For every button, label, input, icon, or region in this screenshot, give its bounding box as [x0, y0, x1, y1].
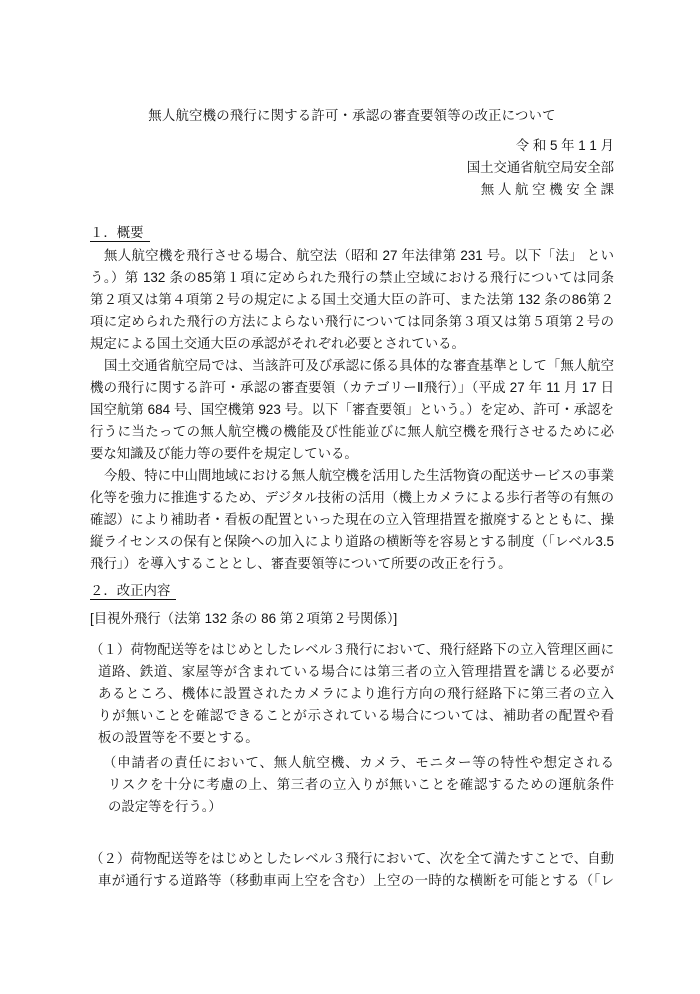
overview-paragraph-1 — [90, 245, 614, 355]
overview-paragraph-2 — [90, 355, 614, 465]
text-line: 確認）により補助者・看板の配置といった現在の立入管理措置を撤廃するとともに、操 — [90, 512, 614, 527]
text-line: りが無いことを確認できることが示されている場合については、補助者の配置や看 — [98, 708, 614, 723]
text-line: あるところ、機体に設置されたカメラにより進行方向の飛行経路下に第三者の立入 — [98, 686, 614, 701]
division-line: 無 人 航 空 機 安 全 課 — [480, 182, 614, 197]
text-line: 要な知識及び能力等の要件を規定している。 — [90, 446, 358, 461]
text-line: の設定等を行う。） — [108, 799, 222, 814]
date-line: 令 和 5 年 1 1 月 — [515, 138, 614, 153]
section-1-heading-text: １．概要 — [90, 225, 150, 242]
document-content — [90, 0, 614, 892]
document-title: 無人航空機の飛行に関する許可・承認の審査要領等の改正について — [148, 108, 556, 123]
text-line: 板の設置等を不要とする。 — [98, 730, 259, 745]
section-2-heading-text: ２．改正内容 — [90, 583, 176, 600]
text-line: 規定による国土交通大臣の承認がそれぞれ必要とされている。 — [90, 336, 465, 351]
section-1-heading — [90, 222, 614, 244]
text-line: 車が通行する道路等（移動車両上空を含む）上空の一時的な横断を可能とする（「レ — [98, 873, 614, 888]
text-line: （１）荷物配送等をはじめとしたレベル３飛行において、飛行経路下の立入管理区画に — [90, 642, 614, 657]
text-line: （申請者の責任において、無人航空機、カメラ、モニター等の特性や想定される — [103, 755, 614, 770]
text-line: （２）荷物配送等をはじめとしたレベル３飛行において、次を全て満たすことで、自動 — [90, 851, 614, 866]
text-line: 行うに当たっての無人航空機の機能及び性能並びに無人航空機を飛行させるために必 — [90, 424, 614, 439]
document-header-block — [90, 135, 614, 201]
amendment-item-1 — [90, 639, 614, 749]
text-line: 化等を強力に推進するため、デジタル技術の活用（機上カメラによる歩行者等の有無の — [90, 490, 614, 505]
text-line: 道路、鉄道、家屋等が含まれている場合には第三者の立入管理措置を講じる必要が — [98, 664, 614, 679]
text-line: 縦ライセンスの保有と保険への加入により道路の横断等を容易とする制度（「レベル3.5 — [90, 534, 614, 549]
amendment-item-2 — [90, 848, 614, 892]
text-line: う。）第 132 条の85第１項に定められた飛行の禁止空域における飛行については同条 — [90, 270, 614, 285]
text-line: リスクを十分に考慮の上、第三者の立入りが無いことを確認するための運航条件 — [108, 777, 614, 792]
scope-label: [目視外飛行（法第 132 条の 86 第２項第２号関係）] — [90, 611, 398, 626]
text-line: 国空航第 684 号、国空機第 923 号。以下「審査要領」という。）を定め、許可・承認を — [90, 402, 614, 417]
text-line: 項に定められた飛行の方法によらない飛行については同条第３項又は第５項第２号の — [90, 314, 614, 329]
text-line: 国土交通省航空局では、当該許可及び承認に係る具体的な審査基準として「無人航空 — [104, 358, 614, 373]
text-line: 機の飛行に関する許可・承認の審査要領（カテゴリーⅡ飛行）」（平成 27 年 11 月 17 日 — [90, 380, 614, 395]
amendment-item-1-note — [90, 752, 614, 818]
overview-paragraph-3 — [90, 465, 614, 575]
section-2-heading — [90, 580, 614, 602]
text-line: 今般、特に中山間地域における無人航空機を活用した生活物資の配送サービスの事業 — [104, 468, 614, 483]
text-line: 飛行」）を導入することとし、審査要領等について所要の改正を行う。 — [90, 556, 512, 571]
org-line: 国土交通省航空局安全部 — [466, 160, 614, 175]
text-line: 無人航空機を飛行させる場合、航空法（昭和 27 年法律第 231 号。以下「法」 とい — [104, 248, 614, 263]
text-line: 第２項又は第４項第２号の規定による国土交通大臣の許可、また法第 132 条の86第２ — [90, 292, 614, 307]
